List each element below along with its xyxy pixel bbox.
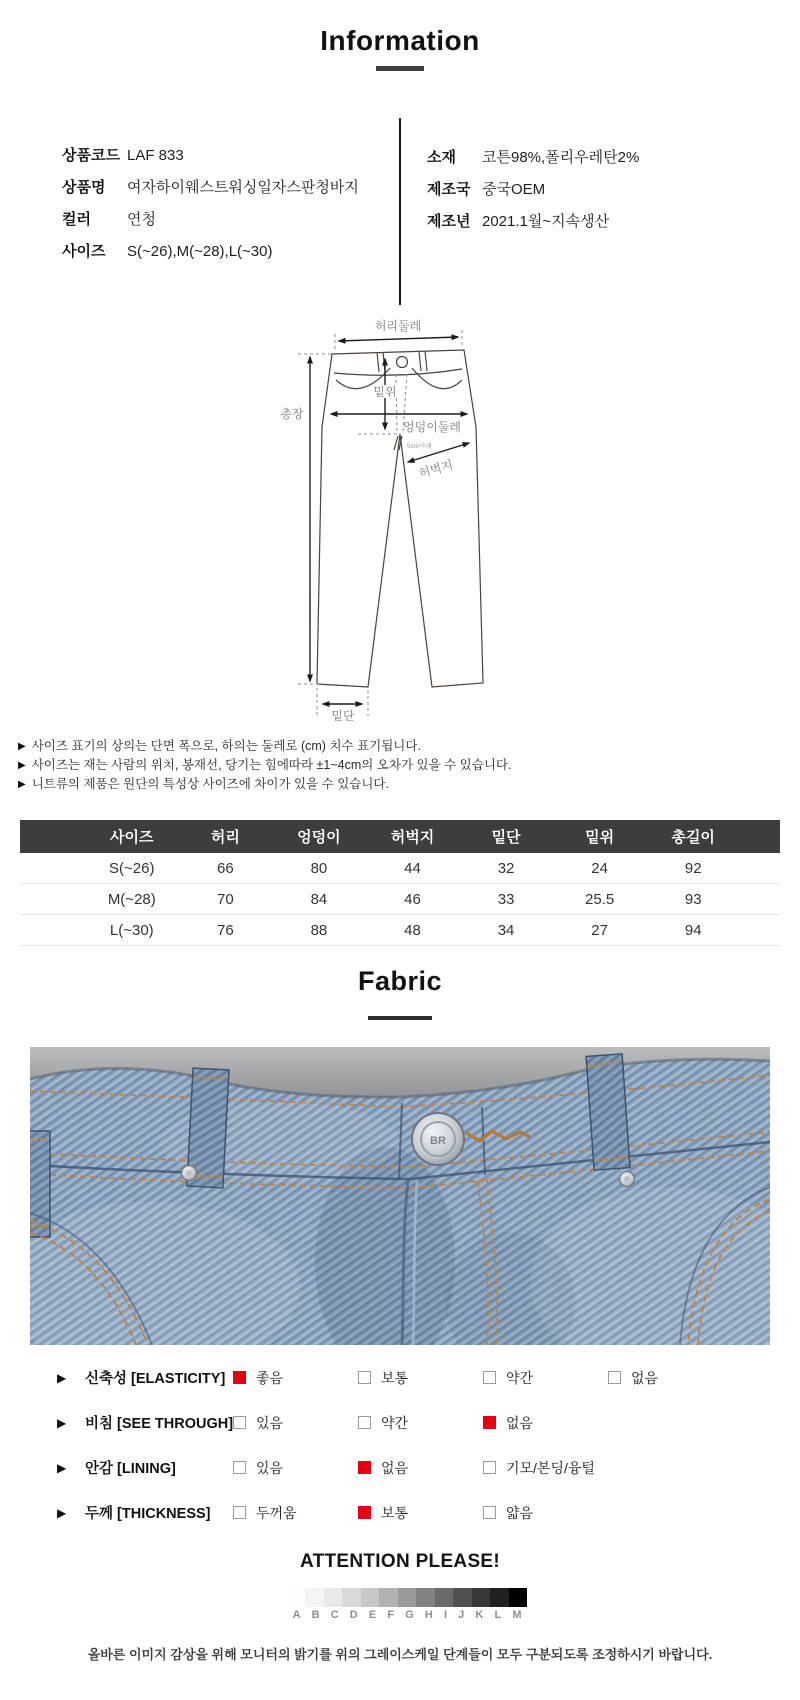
table-row [20, 884, 780, 915]
cell: 24 [591, 859, 608, 877]
option-label: 있음 [256, 1459, 284, 1476]
attribute-row [0, 1445, 800, 1490]
unchecked-checkbox-icon [233, 1506, 246, 1519]
table-row [20, 915, 780, 946]
rivet [620, 1172, 635, 1187]
unchecked-checkbox-icon [233, 1416, 246, 1429]
info-label: 컬러 [62, 211, 91, 228]
information-title: Information [320, 25, 480, 56]
info-value: LAF 833 [127, 147, 184, 164]
size-note [18, 737, 511, 756]
hip-label: 엉덩이둘레 [403, 420, 461, 434]
option-label: 보통 [381, 1504, 409, 1521]
grayscale-step [435, 1588, 453, 1607]
grayscale-step [398, 1588, 416, 1607]
info-value: 중국OEM [482, 181, 546, 198]
cell: S(~26) [109, 859, 155, 877]
attribute-label: 두께 [THICKNESS] [85, 1506, 211, 1522]
checked-checkbox-icon [483, 1416, 496, 1429]
grayscale-step [472, 1588, 490, 1607]
cell: 48 [404, 921, 421, 939]
attribute-option [233, 1503, 358, 1523]
size-note-text: 사이즈는 재는 사람의 위치, 봉재선, 당기는 힘에따라 ±1~4cm의 오차가 있을 수 있습니다. [31, 758, 512, 772]
grayscale-letter: G [405, 1609, 414, 1621]
grayscale-letter: A [292, 1609, 301, 1621]
grayscale-letter: H [424, 1609, 433, 1621]
triangle-bullet-icon: ▶ [57, 1370, 67, 1385]
size-notes [18, 737, 511, 794]
cell: 33 [497, 890, 515, 908]
attribute-option [483, 1413, 608, 1433]
grayscale-letter: F [387, 1609, 395, 1621]
grayscale-letter: I [443, 1609, 448, 1621]
size-note [18, 775, 511, 794]
size-note-text: 사이즈 표기의 상의는 단면 폭으로, 하의는 둘레로 (cm) 치수 표기됩니다. [31, 739, 421, 753]
cell: 32 [497, 859, 515, 877]
grayscale-bar [287, 1588, 527, 1607]
cell: 46 [404, 890, 421, 908]
size-note [18, 756, 511, 775]
grayscale-step [324, 1588, 342, 1607]
waist-label: 허리둘레 [374, 319, 422, 333]
triangle-bullet-icon: ▶ [57, 1415, 67, 1430]
unchecked-checkbox-icon [483, 1461, 496, 1474]
cell: 76 [217, 921, 234, 939]
pants-measurement-diagram [240, 292, 560, 737]
info-label: 제조년 [427, 213, 471, 230]
attribute-label: 비침 [SEE THROUGH] [85, 1416, 234, 1432]
attribute-option [608, 1368, 733, 1388]
below-5cm-label: 5cm아래 [407, 443, 432, 450]
col-header: 허리 [210, 829, 240, 846]
unchecked-checkbox-icon [483, 1371, 496, 1384]
checked-checkbox-icon [358, 1506, 371, 1519]
grayscale-letter: E [368, 1609, 377, 1621]
grayscale-letter: J [458, 1609, 465, 1621]
option-label: 얇음 [506, 1504, 534, 1521]
info-label: 사이즈 [62, 243, 106, 260]
fabric-title-underline [368, 1016, 432, 1020]
rise-label: 밑위 [373, 385, 397, 399]
total-length-label: 총장 [280, 407, 304, 421]
hem-label: 밑단 [331, 709, 355, 723]
rivet [182, 1166, 197, 1181]
col-header: 사이즈 [110, 829, 154, 846]
option-label: 약간 [381, 1414, 409, 1431]
grayscale-letter: B [311, 1609, 320, 1621]
option-label: 두꺼움 [256, 1504, 297, 1521]
belt-loop [586, 1054, 630, 1170]
option-label: 있음 [256, 1414, 284, 1431]
grayscale-letter: M [512, 1609, 522, 1621]
option-label: 약간 [506, 1369, 534, 1386]
button-logo-text: BR [430, 1135, 446, 1147]
cell: 34 [497, 921, 515, 939]
option-label: 좋음 [256, 1369, 284, 1386]
info-row-material [427, 146, 639, 167]
grayscale-letters [287, 1609, 527, 1621]
unchecked-checkbox-icon [483, 1506, 496, 1519]
fabric-title: Fabric [357, 966, 443, 996]
grayscale-step [509, 1588, 527, 1607]
cell: 88 [310, 921, 328, 939]
grayscale-step [490, 1588, 508, 1607]
grayscale-step [361, 1588, 379, 1607]
col-header: 엉덩이 [297, 829, 341, 846]
grayscale-letter: L [494, 1609, 502, 1621]
info-label: 제조국 [427, 181, 471, 198]
jeans-button [412, 1113, 464, 1165]
info-row-year [427, 210, 609, 231]
triangle-bullet-icon: ▶ [18, 760, 26, 771]
attention-title: ATTENTION PLEASE! [299, 1551, 501, 1572]
grayscale-letter: K [475, 1609, 484, 1621]
attribute-option [358, 1413, 483, 1433]
checked-checkbox-icon [233, 1371, 246, 1384]
attribute-option [358, 1458, 483, 1478]
attribute-option [483, 1368, 608, 1388]
unchecked-checkbox-icon [358, 1416, 371, 1429]
cell: 92 [684, 859, 702, 877]
cell: 66 [217, 859, 234, 877]
col-header: 총길이 [671, 829, 715, 846]
fabric-attributes [0, 1355, 800, 1535]
info-row-size [62, 240, 272, 261]
pants-outline [317, 350, 483, 687]
cell: 80 [310, 859, 328, 877]
unchecked-checkbox-icon [358, 1371, 371, 1384]
attribute-row [0, 1490, 800, 1535]
cell: 27 [591, 921, 608, 939]
grayscale-letter: C [330, 1609, 339, 1621]
info-value: 연청 [127, 211, 156, 228]
size-table-header [20, 820, 780, 853]
unchecked-checkbox-icon [233, 1461, 246, 1474]
attribute-option [358, 1368, 483, 1388]
size-table [20, 820, 780, 946]
cell: 25.5 [585, 890, 615, 908]
grayscale-step [416, 1588, 434, 1607]
monitor-calibration-note: 올바른 이미지 감상을 위해 모니터의 밝기를 위의 그레이스케일 단계들이 모두 구분되도록 조정하시기 바랍니다. [87, 1647, 713, 1662]
table-row [20, 853, 780, 884]
attribute-option [483, 1503, 608, 1523]
info-value: 코튼98%,폴리우레탄2% [482, 149, 640, 166]
grayscale-step [287, 1588, 305, 1607]
cell: M(~28) [107, 890, 156, 908]
cell: 94 [684, 921, 702, 939]
triangle-bullet-icon: ▶ [18, 741, 26, 752]
cell: 70 [217, 890, 234, 908]
attribute-row [0, 1355, 800, 1400]
attribute-option [233, 1458, 358, 1478]
size-note-text: 니트류의 제품은 원단의 특성상 사이즈에 차이가 있을 수 있습니다. [31, 777, 389, 791]
attribute-option [233, 1413, 358, 1433]
option-label: 없음 [631, 1369, 659, 1386]
option-label: 기모/본딩/융털 [506, 1459, 595, 1476]
info-value: S(~26),M(~28),L(~30) [127, 243, 273, 260]
fabric-photo [30, 1047, 770, 1345]
cell: 93 [684, 890, 702, 908]
info-label: 상품명 [62, 179, 106, 196]
triangle-bullet-icon: ▶ [18, 779, 26, 790]
unchecked-checkbox-icon [608, 1371, 621, 1384]
cell: 44 [404, 859, 421, 877]
information-title-underline [376, 66, 424, 71]
thigh-label: 허벅지 [417, 457, 455, 481]
col-header: 허벅지 [390, 829, 435, 846]
option-label: 없음 [506, 1414, 534, 1431]
info-column-divider [399, 118, 401, 305]
grayscale-step [453, 1588, 471, 1607]
attribute-label: 안감 [LINING] [85, 1461, 176, 1477]
col-header: 밑위 [585, 829, 615, 846]
option-label: 없음 [381, 1459, 409, 1476]
info-label: 소재 [427, 149, 456, 166]
cell: 84 [310, 890, 328, 908]
attribute-option [233, 1368, 358, 1388]
col-header: 밑단 [491, 829, 521, 846]
attribute-label: 신축성 [ELASTICITY] [85, 1371, 226, 1387]
attribute-option [358, 1503, 483, 1523]
grayscale-letter: D [349, 1609, 358, 1621]
info-row-origin [427, 178, 545, 199]
checked-checkbox-icon [358, 1461, 371, 1474]
option-label: 보통 [381, 1369, 409, 1386]
attribute-option [483, 1458, 608, 1478]
triangle-bullet-icon: ▶ [57, 1460, 67, 1475]
info-value: 여자하이웨스트워싱일자스판청바지 [127, 179, 359, 196]
grayscale-step [305, 1588, 323, 1607]
grayscale-step [342, 1588, 360, 1607]
info-row-product-code [62, 144, 184, 165]
grayscale-step [379, 1588, 397, 1607]
info-label: 상품코드 [62, 147, 120, 164]
info-row-product-name [62, 176, 359, 197]
info-value: 2021.1월~지속생산 [482, 213, 610, 230]
info-row-color [62, 208, 156, 229]
cell: L(~30) [109, 921, 154, 939]
triangle-bullet-icon: ▶ [57, 1505, 67, 1520]
attribute-row [0, 1400, 800, 1445]
